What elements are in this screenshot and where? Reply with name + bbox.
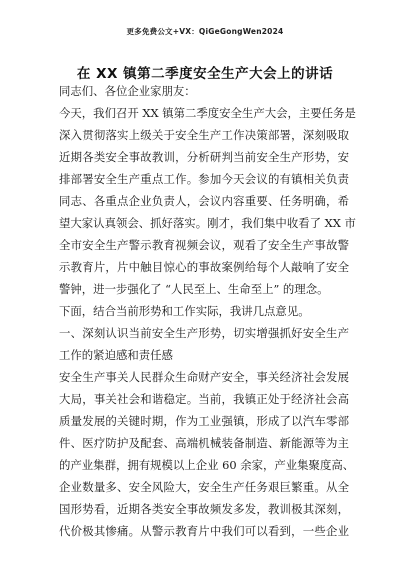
document-body <box>59 80 356 542</box>
text-line: 警钟，进一步强化了 “人民至上、生命至上” 的理念。 <box>59 282 329 296</box>
text-line: 企业数量多、安全风险大，安全生产任务艰巨繁重。从全 <box>59 480 349 494</box>
text-line: 今天，我们召开 XX 镇第二季度安全生产大会，主要任务是 <box>59 106 356 120</box>
document-title: 在 XX 镇第二季度安全生产大会上的讲话 <box>76 66 334 82</box>
text-line: 大局，事关社会和谐稳定。当前，我镇正处于经济社会高 <box>59 392 349 406</box>
text-line: 件、医疗防护及配套、高端机械装备制造、新能源等为主 <box>59 436 349 450</box>
text-line: 望大家认真领会、抓好落实。刚才，我们集中收看了 XX 市 <box>59 216 356 230</box>
text-line: 国形势看，近期各类安全事故频发多发，教训极其深刻， <box>59 502 349 516</box>
text-line: 全市安全生产警示教育视频会议，观看了安全生产事故警 <box>59 238 349 252</box>
text-line: 质量发展的关键时期，作为工业强镇，形成了以汽车零部 <box>59 414 349 428</box>
section-heading-line: 一、深刻认识当前安全生产形势，切实增强抓好安全生产 <box>59 326 349 340</box>
text-line: 同志们、各位企业家朋友： <box>59 84 196 98</box>
text-line: 代价极其惨痛。从警示教育片中我们可以看到，一些企业 <box>59 524 349 538</box>
text-line: 近期各类安全事故教训，分析研判当前安全生产形势，安 <box>59 150 349 164</box>
text-line: 同志、各重点企业负责人，会议内容重要、任务明确，希 <box>59 194 349 208</box>
text-line: 下面，结合当前形势和工作实际，我讲几点意见。 <box>59 304 310 318</box>
page-header: 更多免费公文+VX：QiGeGongWen2024 <box>126 27 284 36</box>
text-line: 深入贯彻落实上级关于安全生产工作决策部署，深刻吸取 <box>59 128 349 142</box>
text-line: 示教育片，片中触目惊心的事故案例给每个人敲响了安全 <box>59 260 349 274</box>
section-heading-line: 工作的紧迫感和责任感 <box>59 348 173 362</box>
text-line: 的产业集群，拥有规模以上企业 60 余家，产业集聚度高、 <box>59 458 355 472</box>
text-line: 安全生产事关人民群众生命财产安全，事关经济社会发展 <box>59 370 349 384</box>
text-line: 排部署安全生产重点工作。参加今天会议的有镇相关负责 <box>59 172 349 186</box>
